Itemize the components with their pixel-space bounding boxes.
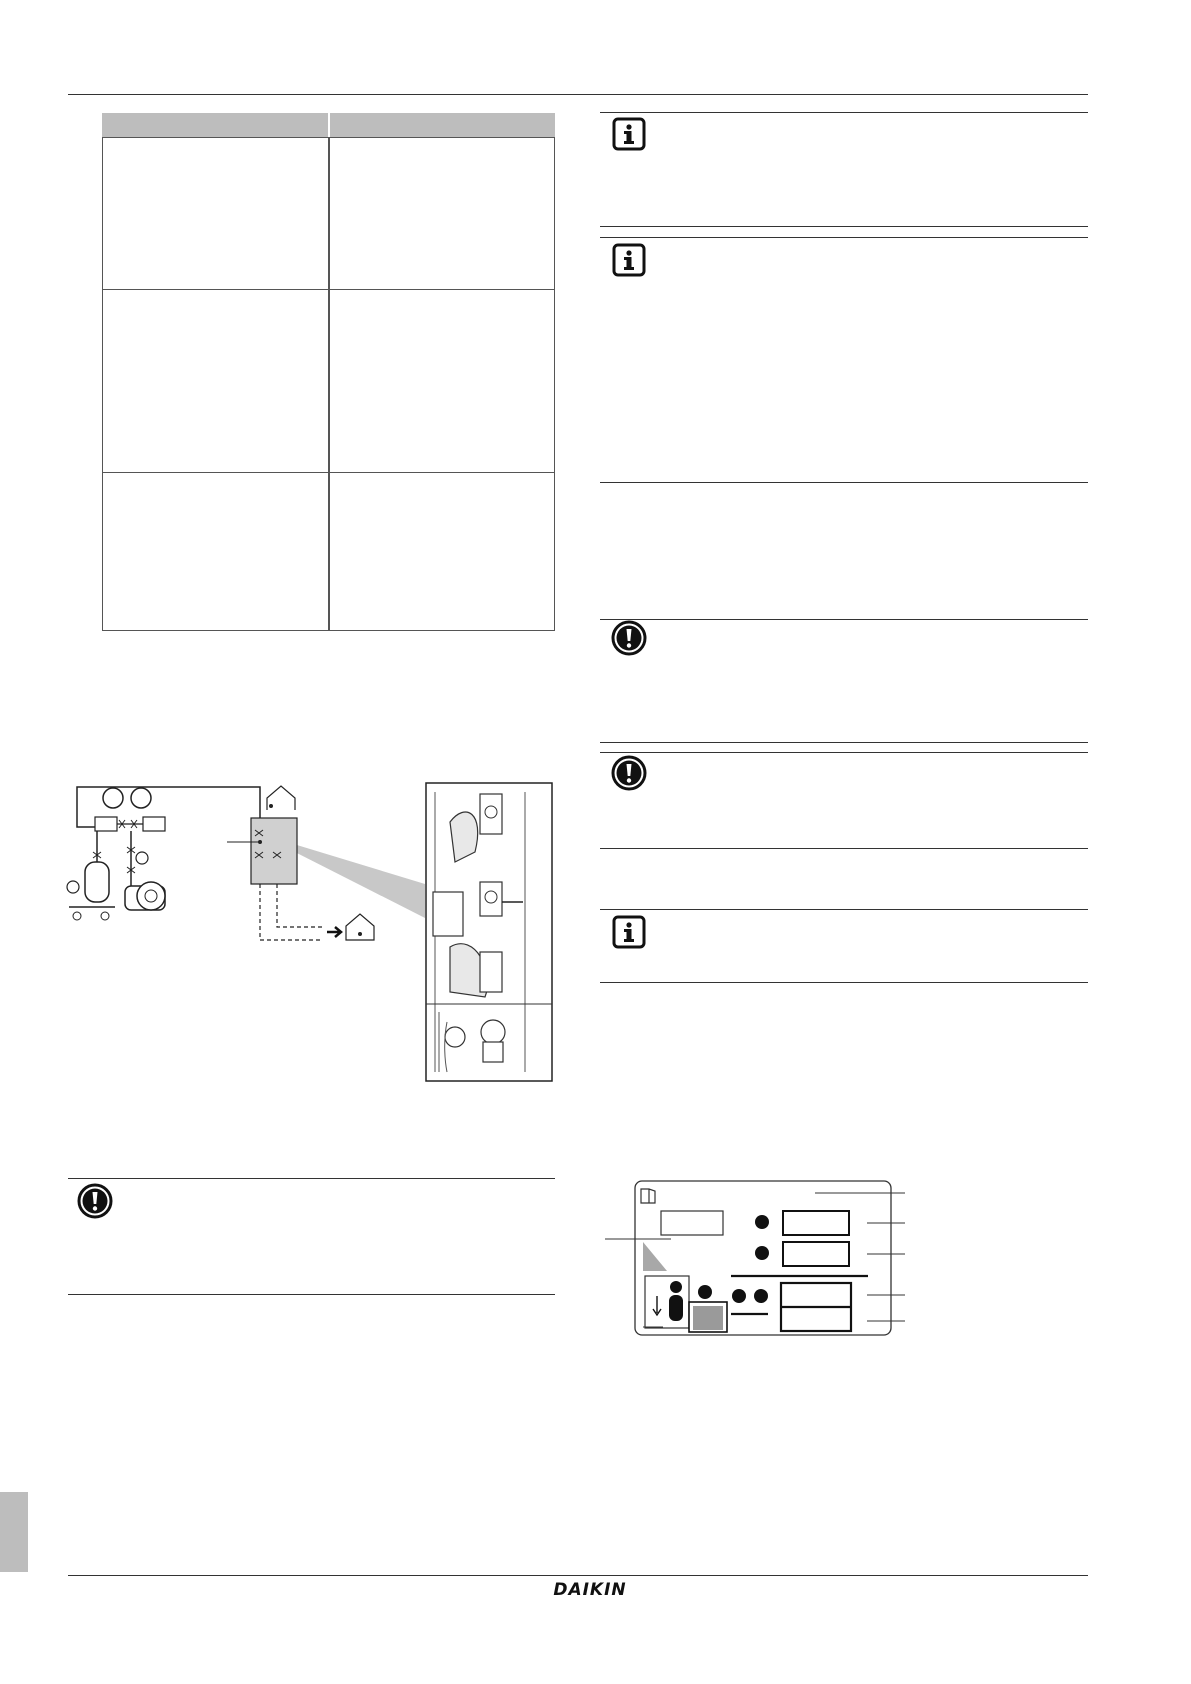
spec-table — [102, 113, 555, 631]
table-cell-r3c1 — [102, 472, 329, 631]
footer-rule — [68, 1575, 1088, 1576]
notice-3-top-rule — [600, 619, 1088, 620]
notice-5-top-rule — [600, 909, 1088, 910]
vacuum-setup-diagram — [55, 782, 555, 1084]
notice-1-top-rule — [600, 112, 1088, 113]
brand-logo: DAIKIN — [553, 1580, 627, 1600]
notice-6-top-rule — [68, 1178, 555, 1179]
table-cell-r2c2 — [329, 289, 555, 473]
notice-2-bottom-rule — [600, 482, 1088, 483]
notice-4-top-rule — [600, 752, 1088, 753]
exclamation-icon — [611, 620, 647, 656]
notice-3-bottom-rule — [600, 742, 1088, 743]
notice-1-bottom-rule — [600, 226, 1088, 227]
info-icon — [612, 243, 646, 277]
exclamation-icon — [77, 1183, 113, 1219]
side-chapter-tab — [0, 1492, 28, 1572]
header-rule — [68, 94, 1088, 95]
refrigerant-label-diagram — [605, 1175, 915, 1345]
notice-4-bottom-rule — [600, 848, 1088, 849]
table-cell-r3c2 — [329, 472, 555, 631]
table-header-col-1 — [102, 113, 328, 137]
table-cell-r1c1 — [102, 137, 329, 290]
table-cell-r2c1 — [102, 289, 329, 473]
table-cell-r1c2 — [329, 137, 555, 290]
info-icon — [612, 117, 646, 151]
table-header-col-2 — [330, 113, 555, 137]
notice-6-bottom-rule — [68, 1294, 555, 1295]
notice-2-top-rule — [600, 237, 1088, 238]
exclamation-icon — [611, 755, 647, 791]
info-icon — [612, 915, 646, 949]
notice-5-bottom-rule — [600, 982, 1088, 983]
